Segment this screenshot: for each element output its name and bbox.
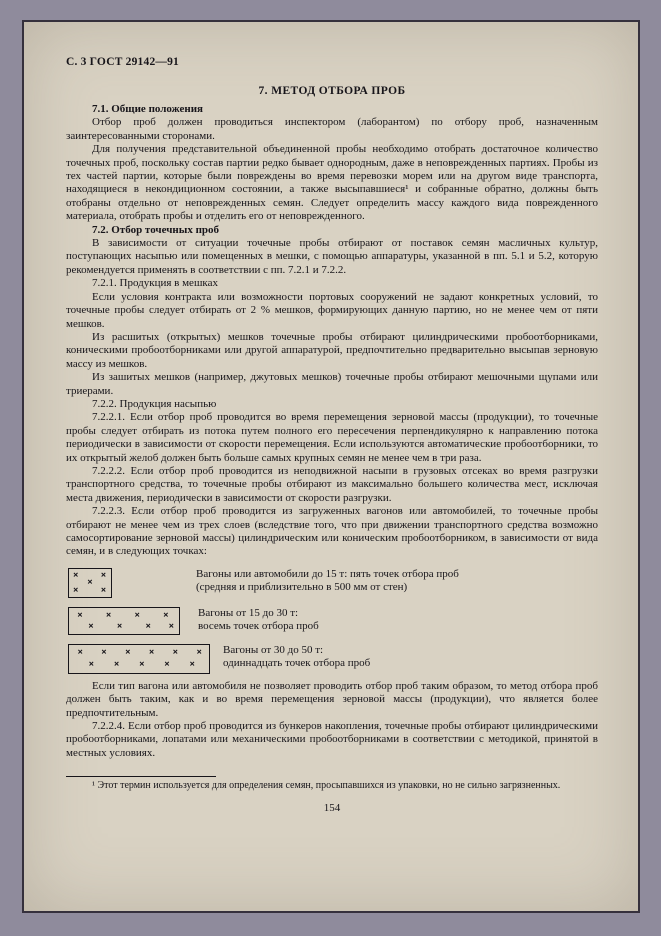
wagon-outline-15t — [68, 568, 112, 598]
heading-7-2-2: 7.2.2. Продукция насыпью — [92, 397, 217, 410]
sampling-point-mark: × — [77, 610, 83, 621]
diagram-label-line: восемь точек отбора проб — [198, 620, 319, 633]
para-wagon-alternative: Если тип вагона или автомобиля не позволяет проводить отбор проб таким образом, то метод отбора проб должен быть таким, как и во время перемещения зерновой массы (продукции), что является более предпочтительным. — [66, 679, 598, 719]
para-7-2-1-a: Если условия контракта или возможности портовых сооружений не задают конкретных условий, то точечные пробы следует отбирать от 2 % мешков, формирующих данную партию, но не менее чем от пяти мешков. — [66, 290, 598, 330]
sampling-point-mark: × — [100, 570, 107, 581]
diagram-label-15-30t — [198, 607, 319, 634]
sampling-point-mark: × — [125, 647, 131, 658]
document-page — [22, 20, 640, 913]
sampling-point-mark: × — [145, 621, 151, 632]
para-intro-2: Для получения представительной объединенной пробы необходимо отобрать достаточное количество точечных проб, поскольку состав партии редко бывает однородным, даже в неповрежденных партиях. Пробы из тех частей партии, которые были повреждены во время перевозки морем или на другом виде транспорта, находящиеся в некондиционном состоянии, а также высыпавшиеся¹ и собранные обратно, должны быть отобраны отдельно от неповрежденных семян. Следует определить массу каждого вида поврежденного материала, отобрать пробы и отделить его от неповрежденного. — [66, 143, 598, 223]
para-7-2-1-c: Из зашитых мешков (например, джутовых мешков) точечные пробы отбирают мешочными щупами или триерами. — [66, 371, 598, 397]
sampling-point-mark: × — [73, 585, 79, 596]
diagram-label-15t — [196, 568, 459, 595]
sampling-point-mark: × — [148, 647, 155, 658]
sampling-point-mark: × — [189, 659, 195, 670]
sampling-point-mark: × — [134, 610, 140, 621]
sampling-point-mark: × — [172, 647, 179, 658]
sampling-point-mark: × — [116, 621, 123, 632]
heading-7-1: 7.1. Общие положения — [92, 103, 203, 115]
sampling-point-mark: × — [88, 659, 95, 670]
section-title: 7. МЕТОД ОТБОРА ПРОБ — [258, 85, 406, 97]
sampling-point-mark: × — [113, 659, 120, 670]
diagram-label-30-50t — [223, 644, 370, 671]
para-7-2-2-1: 7.2.2.1. Если отбор проб проводится во время перемещения зерновой массы (продукции), то точечные пробы следует отбирать из потока путем полного его пересечения перпендикулярно к направлению потока периодически в зависимости от скорости перемещения. Если используются автоматические пробоотборники, то их открытый желоб должен быть больше самых крупных семян не менее чем в три раза. — [66, 411, 598, 464]
diagram-label-line: Вагоны от 30 до 50 т: — [223, 643, 324, 656]
sampling-point-mark: × — [164, 659, 170, 670]
sampling-point-mark: × — [73, 570, 79, 581]
para-intro-1: Отбор проб должен проводиться инспектором (лаборантом) по отбору проб, назначенным заинтересованными сторонами. — [66, 116, 598, 142]
para-7-2-intro: В зависимости от ситуации точечные пробы отбирают от поставок семян масличных культур, поступающих насыпью или помещенных в мешки, с помощью аппаратуры, указанной в пп. 5.1 и 5.2, которую рекомендуется применять в соответствии с пп. 7.2.1 и 7.2.2. — [66, 237, 598, 276]
sampling-point-mark: × — [163, 610, 169, 621]
sampling-point-mark: × — [88, 621, 94, 632]
sampling-point-mark: × — [100, 585, 107, 596]
diagram-label-line: (средняя и приблизительно в 500 мм от стен) — [196, 581, 408, 594]
sampling-point-mark: × — [168, 621, 175, 632]
footnote-separator — [66, 776, 216, 777]
heading-7-2-1: 7.2.1. Продукция в мешках — [92, 277, 218, 290]
sampling-point-mark: × — [105, 610, 112, 621]
footnote-text: ¹ Этот термин используется для определения семян, просыпавшихся из упаковки, но не сильно загрязненных. — [92, 780, 561, 792]
para-7-2-2-2: 7.2.2.2. Если отбор проб проводится из неподвижной насыпи в грузовых отсеках во время разгрузки транспортного средства, то точечные пробы отбирают из максимально большего количества мест, исключая места движения, периодически в зависимости от скорости разгрузки. — [66, 464, 598, 504]
sampling-point-mark: × — [101, 647, 107, 658]
page-header: С. 3 ГОСТ 29142—91 — [66, 56, 179, 68]
wagon-outline-30-50t — [68, 644, 210, 674]
diagram-label-line: Вагоны от 15 до 30 т: — [198, 606, 299, 619]
diagram-wagon-up-to-15t — [66, 568, 598, 598]
page-number: 154 — [323, 801, 341, 814]
diagram-wagon-15-30t — [66, 607, 598, 635]
heading-7-2: 7.2. Отбор точечных проб — [92, 223, 220, 236]
sampling-point-mark: × — [139, 659, 145, 670]
diagram-wagon-30-50t — [66, 644, 598, 674]
para-7-2-2-3: 7.2.2.3. Если отбор проб проводится из загруженных вагонов или автомобилей, то точечные пробы отбирают не менее чем из трех слоев (вследствие того, что при движении транспортного средства возможно самосортирование зерновой массы) цилиндрическим или коническим пробоотборником, в зависимости от вида семян, и в следующих точках: — [66, 505, 598, 558]
wagon-outline-15-30t — [68, 607, 180, 635]
diagram-label-line: одиннадцать точек отбора проб — [223, 657, 371, 670]
diagram-label-line: Вагоны или автомобили до 15 т: пять точек отбора проб — [196, 567, 459, 580]
sampling-point-mark: × — [87, 577, 93, 588]
sampling-point-mark: × — [77, 647, 83, 658]
para-7-2-1-b: Из расшитых (открытых) мешков точечные пробы отбирают цилиндрическими пробоотборниками, коническими пробоотборниками или другой аппаратурой, предпочтительно предварительно высыпав зерновую массу из мешков. — [66, 330, 598, 370]
sampling-point-mark: × — [196, 647, 202, 658]
para-7-2-2-4: 7.2.2.4. Если отбор проб проводится из бункеров накопления, точечные пробы отбирают цилиндрическими пробоотборниками, лопатами или механическими пробоотборниками в соответствии с методикой, принятой в местных условиях. — [66, 720, 598, 759]
